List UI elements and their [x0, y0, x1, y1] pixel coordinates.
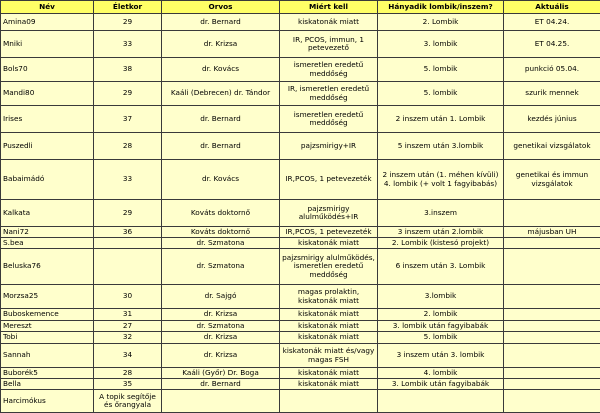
reason-cell: kiskatonák miatt [280, 321, 378, 332]
age-cell: 36 [94, 227, 162, 238]
doctor-cell: Kováts doktornő [162, 227, 280, 238]
table-row [1, 309, 600, 321]
status-cell [504, 249, 600, 285]
attempt-cell: 5. lombik [378, 58, 504, 82]
header-orvos: Orvos [162, 1, 280, 14]
status-cell [504, 285, 600, 309]
name-cell: Buboskemence [1, 309, 94, 321]
table-row [1, 227, 600, 238]
doctor-cell: dr. Bernard [162, 14, 280, 31]
doctor-cell: dr. Bernard [162, 133, 280, 160]
age-cell: 31 [94, 309, 162, 321]
age-cell [94, 238, 162, 249]
attempt-cell: 3. Lombik után fagyibabák [378, 379, 504, 390]
name-cell: Amina09 [1, 14, 94, 31]
status-cell: ET 04.25. [504, 31, 600, 58]
name-cell: Tobi [1, 332, 94, 344]
status-cell [504, 238, 600, 249]
status-cell: ET 04.24. [504, 14, 600, 31]
header-row [1, 1, 600, 14]
reason-cell: kiskatonák miatt [280, 14, 378, 31]
reason-cell: magas prolaktin, kiskatonák miatt [280, 285, 378, 309]
reason-cell: kiskatonák miatt [280, 379, 378, 390]
table-row [1, 31, 600, 58]
name-cell: Mandi80 [1, 82, 94, 106]
reason-cell: IR, ismeretlen eredetű meddőség [280, 82, 378, 106]
header-miert-kell: Miért kell [280, 1, 378, 14]
doctor-cell: dr. Krizsa [162, 344, 280, 368]
name-cell: Bols70 [1, 58, 94, 82]
age-cell: 35 [94, 379, 162, 390]
table-row [1, 285, 600, 309]
header-nev: Név [1, 1, 94, 14]
status-cell: szurik mennek [504, 82, 600, 106]
attempt-cell: 2 inszem után (1. méhen kívüli) 4. lombik (+ volt 1 fagyibabás) [378, 160, 504, 200]
name-cell: Mereszt [1, 321, 94, 332]
doctor-cell: Kováts doktornő [162, 200, 280, 227]
reason-cell: pajzsmirigy alulműködés+IR [280, 200, 378, 227]
age-cell: 29 [94, 200, 162, 227]
table-row [1, 58, 600, 82]
age-cell: 32 [94, 332, 162, 344]
doctor-cell: dr. Szmatona [162, 321, 280, 332]
age-cell: 28 [94, 133, 162, 160]
status-cell [504, 344, 600, 368]
age-cell: A topik segítője és őrangyala [94, 390, 162, 413]
attempt-cell: 3.inszem [378, 200, 504, 227]
reason-cell: IR,PCOS, 1 petevezeték [280, 227, 378, 238]
header-hanyadik: Hányadik lombik/inszem? [378, 1, 504, 14]
reason-cell: ismeretlen eredetű meddőség [280, 106, 378, 133]
reason-cell: kiskatonák miatt [280, 309, 378, 321]
age-cell: 33 [94, 31, 162, 58]
table-row [1, 133, 600, 160]
status-cell [504, 200, 600, 227]
attempt-cell: 3. lombik [378, 31, 504, 58]
attempt-cell: 3. lombik után fagyibabák [378, 321, 504, 332]
doctor-cell: dr. Kovács [162, 160, 280, 200]
attempt-cell: 5. lombik [378, 82, 504, 106]
reason-cell [280, 390, 378, 413]
header-eletkor: Életkor [94, 1, 162, 14]
doctor-cell: dr. Szmatona [162, 249, 280, 285]
status-cell: kezdés június [504, 106, 600, 133]
table-row [1, 332, 600, 344]
table-row [1, 160, 600, 200]
table-row [1, 344, 600, 368]
age-cell [94, 249, 162, 285]
age-cell: 27 [94, 321, 162, 332]
name-cell: Kalkata [1, 200, 94, 227]
table-row [1, 106, 600, 133]
age-cell: 29 [94, 82, 162, 106]
table-row [1, 379, 600, 390]
status-cell: punkció 05.04. [504, 58, 600, 82]
name-cell: Mniki [1, 31, 94, 58]
name-cell: Buborék5 [1, 368, 94, 379]
table-row [1, 321, 600, 332]
attempt-cell: 6 inszem után 3. Lombik [378, 249, 504, 285]
doctor-cell [162, 390, 280, 413]
status-cell [504, 309, 600, 321]
reason-cell: pajzsmirigy alulműködés, ismeretlen eredetű meddőség [280, 249, 378, 285]
doctor-cell: dr. Kovács [162, 58, 280, 82]
age-cell: 30 [94, 285, 162, 309]
table-row [1, 368, 600, 379]
name-cell: S.bea [1, 238, 94, 249]
status-cell [504, 390, 600, 413]
table-row [1, 200, 600, 227]
header-aktualis: Aktuális [504, 1, 600, 14]
reason-cell: pajzsmirigy+IR [280, 133, 378, 160]
attempt-cell: 2. Lombik [378, 14, 504, 31]
name-cell: Irises [1, 106, 94, 133]
status-cell [504, 332, 600, 344]
name-cell: Beluska76 [1, 249, 94, 285]
doctor-cell: dr. Krizsa [162, 31, 280, 58]
name-cell: Bella [1, 379, 94, 390]
table-row [1, 249, 600, 285]
age-cell: 29 [94, 14, 162, 31]
age-cell: 28 [94, 368, 162, 379]
status-cell: genetikai vizsgálatok [504, 133, 600, 160]
reason-cell: kiskatonák miatt [280, 238, 378, 249]
doctor-cell: dr. Bernard [162, 379, 280, 390]
attempt-cell: 5 inszem után 3.lombik [378, 133, 504, 160]
table-row [1, 238, 600, 249]
attempt-cell: 2. Lombik (kistesó projekt) [378, 238, 504, 249]
status-cell [504, 321, 600, 332]
reason-cell: IR,PCOS, 1 petevezeték [280, 160, 378, 200]
table-row [1, 390, 600, 413]
doctor-cell: dr. Sajgó [162, 285, 280, 309]
name-cell: Nani72 [1, 227, 94, 238]
age-cell: 37 [94, 106, 162, 133]
doctor-cell: dr. Szmatona [162, 238, 280, 249]
attempt-cell: 5. lombik [378, 332, 504, 344]
table-row [1, 82, 600, 106]
name-cell: Sannah [1, 344, 94, 368]
attempt-cell: 3.lombik [378, 285, 504, 309]
age-cell: 34 [94, 344, 162, 368]
attempt-cell: 4. lombik [378, 368, 504, 379]
attempt-cell: 3 inszem után 3. lombik [378, 344, 504, 368]
doctor-cell: Kaáli (Győr) Dr. Boga [162, 368, 280, 379]
attempt-cell: 3 inszem után 2.lombik [378, 227, 504, 238]
doctor-cell: dr. Bernard [162, 106, 280, 133]
name-cell: Puszedli [1, 133, 94, 160]
doctor-cell: dr. Krizsa [162, 309, 280, 321]
status-cell [504, 379, 600, 390]
name-cell: Morzsa25 [1, 285, 94, 309]
attempt-cell [378, 390, 504, 413]
attempt-cell: 2 inszem után 1. Lombik [378, 106, 504, 133]
table-row [1, 14, 600, 31]
attempt-cell: 2. lombik [378, 309, 504, 321]
name-cell: Babaimádó [1, 160, 94, 200]
reason-cell: kiskatonák miatt és/vagy magas FSH [280, 344, 378, 368]
status-cell [504, 368, 600, 379]
reason-cell: IR, PCOS, immun, 1 petevezető [280, 31, 378, 58]
doctor-cell: dr. Krizsa [162, 332, 280, 344]
doctor-cell: Kaáli (Debrecen) dr. Tándor [162, 82, 280, 106]
age-cell: 38 [94, 58, 162, 82]
status-cell: májusban UH [504, 227, 600, 238]
reason-cell: kiskatonák miatt [280, 368, 378, 379]
reason-cell: kiskatonák miatt [280, 332, 378, 344]
reason-cell: ismeretlen eredetű meddőség [280, 58, 378, 82]
age-cell: 33 [94, 160, 162, 200]
status-cell: genetikai és immun vizsgálatok [504, 160, 600, 200]
name-cell: Harcimókus [1, 390, 94, 413]
